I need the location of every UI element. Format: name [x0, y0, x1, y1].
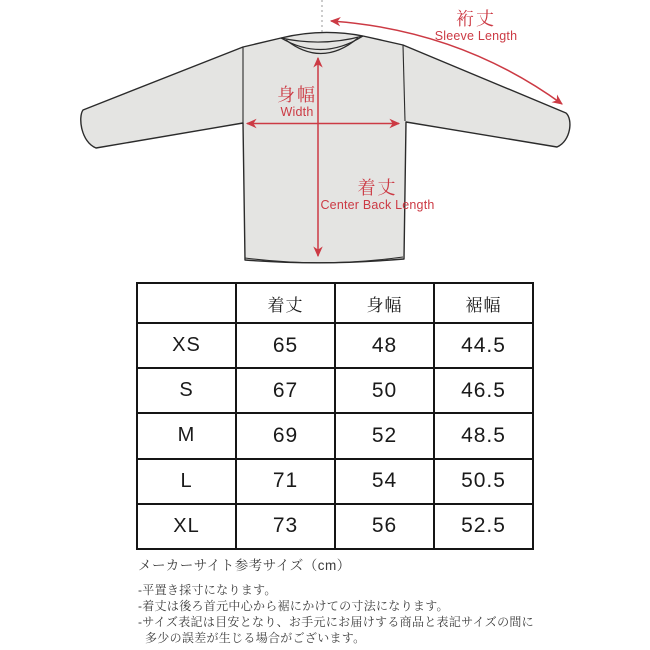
value-cell: 56: [335, 504, 434, 549]
size-label: L: [137, 459, 236, 504]
size-label: XS: [137, 323, 236, 368]
value-cell: 67: [236, 368, 335, 413]
value-cell: 48.5: [434, 413, 533, 458]
value-cell: 73: [236, 504, 335, 549]
table-row: [137, 323, 533, 368]
sleeve-length-label: [426, 10, 526, 44]
table-row: [137, 413, 533, 458]
note-line: -平置き採寸になります。: [138, 583, 277, 597]
note-line: 多少の誤差が生じる場合がございます。: [145, 631, 366, 645]
value-cell: 71: [236, 459, 335, 504]
value-cell: 44.5: [434, 323, 533, 368]
shirt-measurement-diagram: [0, 0, 650, 278]
shirt-body: [81, 28, 570, 262]
note-line: -サイズ表記は目安となり、お手元にお届けする商品と表記サイズの間に: [138, 615, 534, 629]
width-label-en: Width: [280, 104, 314, 119]
shirt-illustration: [0, 0, 650, 278]
value-cell: 54: [335, 459, 434, 504]
center-back-length-label-en: Center Back Length: [320, 197, 435, 212]
size-label: XL: [137, 504, 236, 549]
notes-title: メーカーサイト参考サイズ（cm）: [138, 558, 351, 573]
width-label-ja: 身幅: [277, 85, 317, 105]
sleeve-length-label-ja: 裄丈: [456, 9, 496, 29]
table-row: [137, 368, 533, 413]
center-back-length-label-ja: 着丈: [357, 178, 398, 198]
size-table-header-empty: [137, 283, 236, 323]
size-table-header-width: 身幅: [335, 283, 434, 323]
value-cell: 50: [335, 368, 434, 413]
note-line: -着丈は後ろ首元中心から裾にかけての寸法になります。: [138, 599, 449, 613]
size-table-header-row: [137, 283, 533, 323]
size-table-header-length: 着丈: [236, 283, 335, 323]
value-cell: 50.5: [434, 459, 533, 504]
size-label: S: [137, 368, 236, 413]
center-back-length-label: [295, 179, 460, 213]
size-table-header-hem: 裾幅: [434, 283, 533, 323]
value-cell: 69: [236, 413, 335, 458]
reference-notes: [138, 554, 608, 646]
value-cell: 48: [335, 323, 434, 368]
sleeve-length-label-en: Sleeve Length: [434, 28, 518, 43]
value-cell: 46.5: [434, 368, 533, 413]
size-table: [136, 282, 534, 550]
table-row: [137, 459, 533, 504]
table-row: [137, 504, 533, 549]
value-cell: 52.5: [434, 504, 533, 549]
value-cell: 65: [236, 323, 335, 368]
width-label: [237, 86, 357, 120]
value-cell: 52: [335, 413, 434, 458]
size-label: M: [137, 413, 236, 458]
